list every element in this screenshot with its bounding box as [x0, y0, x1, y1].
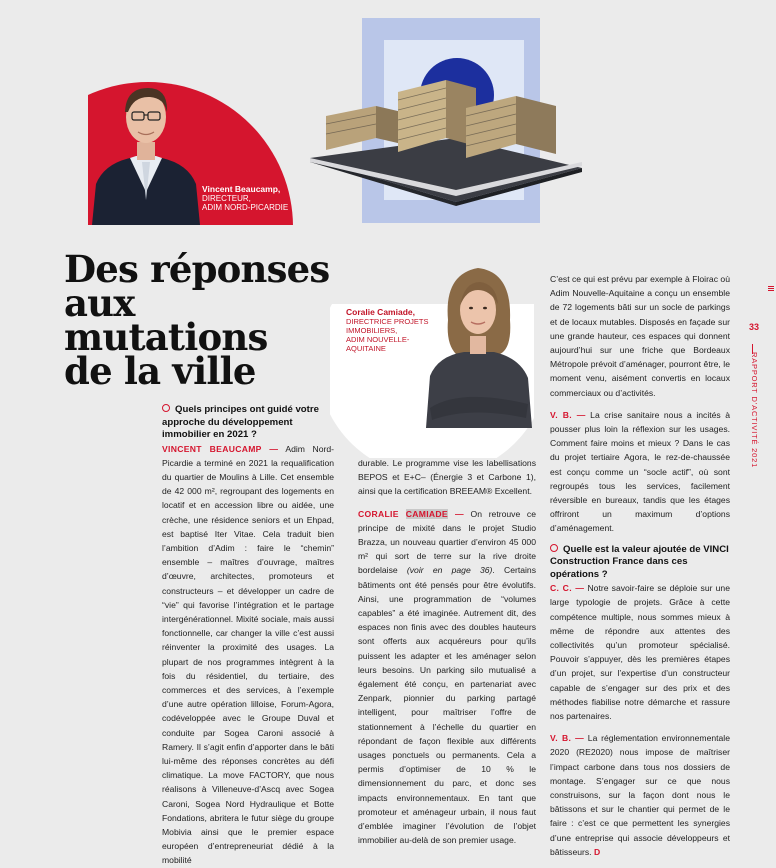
end-mark: D: [593, 846, 601, 857]
side-marker: [768, 286, 774, 292]
coralie-role-3: ADIM NOUVELLE-AQUITAINE: [346, 335, 410, 353]
answer-paragraph: V. B. — La réglementation environnementale 2020 (RE2020) nous impose de maîtriser l’impact carbone dans tous nos dossiers de montage. S’engager sur ce que nous construisons, sur la façon dont nous le bâtissons et sur le chantier qui permet de le faire : c’est ce que permettent les synergies d’une entreprise qui associe développeurs et bâtisseurs. D: [550, 733, 730, 857]
vincent-name: Vincent Beaucamp,: [202, 184, 281, 194]
circle-bullet-icon: [162, 404, 170, 412]
building-photo: [306, 40, 586, 230]
portrait-vincent-beaucamp: [90, 72, 202, 225]
column-2: [358, 456, 536, 847]
question-1: Quels principes ont guidé votre approche du développement immobilier en 2021 ?: [162, 404, 319, 440]
speaker-label: V. B. —: [550, 733, 585, 744]
column-1: [162, 404, 334, 868]
vincent-role-2: ADIM NORD-PICARDIE: [202, 203, 289, 212]
answer-paragraph: C. C. — Notre savoir-faire se déploie sur une large typologie de projets. Grâce à cette compétence multiple, nous sommes mieux à même de répondre aux attentes des collectivités qu’un promoteur spécialisé. Pouvoir s’appuyer, dès les premières étapes d’un projet, sur l’expertise d’un constructeur capable de s’engager sur des prix et des méthodes fiabilise notre démarche et rassure nos partenaires.: [550, 583, 730, 721]
page-title: [64, 247, 344, 393]
side-running-title: RAPPORT D’ACTIVITÉ 2021: [750, 352, 759, 469]
column-3: [550, 272, 730, 859]
vincent-caption: [202, 185, 294, 212]
speaker-label: V. B. —: [550, 409, 586, 420]
coralie-name: Coralie Camiade,: [346, 307, 415, 317]
circle-bullet-icon: [550, 544, 558, 552]
title-line-3: de la ville: [64, 349, 256, 393]
answer-paragraph: CORALIE CAMIADE — On retrouve ce principe de mixité dans le projet Studio Brazza, un nouveau quartier d’environ 45 000 m² qui sort de terre sur la rive droite bordelaise (voir en page 36). Certains bâtiments ont été pensés pour être évolutifs. Ainsi, une programmation de “volumes capables” a été imaginée. Autrement dit, des espaces non finis avec des doubles hauteurs sont offerts aux acquéreurs pour qu’ils puissent les adapter et les aménager selon leurs besoins. Un parking silo mutualisé a également été conçu, en partenariat avec Zenpark, pionnier du parking partagé intelligent, pour maîtriser l’offre de stationnement à l’échelle du quartier en répondant de façon flexible aux différents usages ponctuels ou permanents. Cela a permis d’optimiser de 10 % le dimensionnement du parc, et donc ses impacts environnementaux. En tant que promoteur et aménageur urbain, il nous faut d’emblée imaginer l’évolution de l’objet immobilier au-delà de son premier usage.: [358, 508, 536, 846]
coralie-role-2: IMMOBILIERS,: [346, 326, 398, 335]
speaker-label: C. C. —: [550, 583, 585, 594]
page-number: 33: [749, 322, 760, 332]
paragraph: durable. Le programme vise les labellisations BEPOS et E+C– (Énergie 3 et Carbone 1), ainsi que la certification BREEAM® Excellent.: [358, 458, 536, 497]
speaker-label: CORALIE CAMIADE —: [358, 508, 464, 519]
coralie-caption: [346, 308, 446, 353]
title-line-2: aux mutations: [64, 281, 268, 359]
vincent-role-1: DIRECTEUR,: [202, 194, 251, 203]
paragraph: C’est ce qui est prévu par exemple à Floirac où Adim Nouvelle-Aquitaine a conçu un ensemble de 72 logements bâti sur un socle de parkings et de locaux mutables. Disposés en façade sur une grande hauteur, ces espaces qui donnent aujourd’hui sur une friche que Bordeaux Métropole prévoit d’aménager, pourront être, le moment venu, aisément convertis en locaux commerciaux ou d’activités.: [550, 274, 730, 398]
speaker-label: VINCENT BEAUCAMP —: [162, 443, 279, 454]
answer-paragraph: VINCENT BEAUCAMP — Adim Nord-Picardie a terminé en 2021 la requalification du quartier de Moulins à Lille. Cet ensemble de 42 000 m², regroupant des logements en locatif et en accession libre ou aidée, une crèche, une résidence seniors et un Ehpad, est baptisé Iter Vitae. Cela traduit bien l’ambition d’Adim : faire le “chemin” ensemble – maîtres d’ouvrage, maîtres d’œuvre, architectes, promoteurs et constructeurs – et développer un cadre de “vie” qui favorise l’intégration et le partage intergénérationnel. Mixité sociale, mais aussi fonctionnelle, car changer la ville c’est aussi réinventer la proximité des usages. La plupart de nos programmes intègrent à la fois du résidentiel, du tertiaire, des commerces et des services, à l’exemple d’une autre opération lilloise, Forum-Agora, codéveloppée avec le Groupe Duval et conduite par Sogea Caroni associé à Ramery. Il s’agit enfin d’apporter dans le bâti lui-même des réponses concrètes au défi climatique. La move FACTORY, que nous réalisons à Villeneuve-d’Ascq avec Sogea Caroni, Sogea Nord Hydraulique et Botte Fondations, abritera le futur siège du groupe Mobivia ainsi que le premier espace européen d’entrepreneuriat dédié à la mobilité: [162, 443, 334, 866]
question-2: Quelle est la valeur ajoutée de VINCI Construction France dans ces opérations ?: [550, 543, 729, 580]
coralie-role-1: DIRECTRICE PROJETS: [346, 317, 429, 326]
answer-paragraph: V. B. — La crise sanitaire nous a incités à pousser plus loin la réflexion sur les usages. Comment faire moins et mieux ? Dans le cas du projet tertiaire Agora, le rez-de-chaussée est conçu comme un “socle actif”, où sont regroupés tous les services, facilement réversible en bureaux, tandis que les étages offriront un maximum d’options d’aménagement.: [550, 409, 730, 534]
title-line-1: Des réponses: [64, 247, 330, 291]
